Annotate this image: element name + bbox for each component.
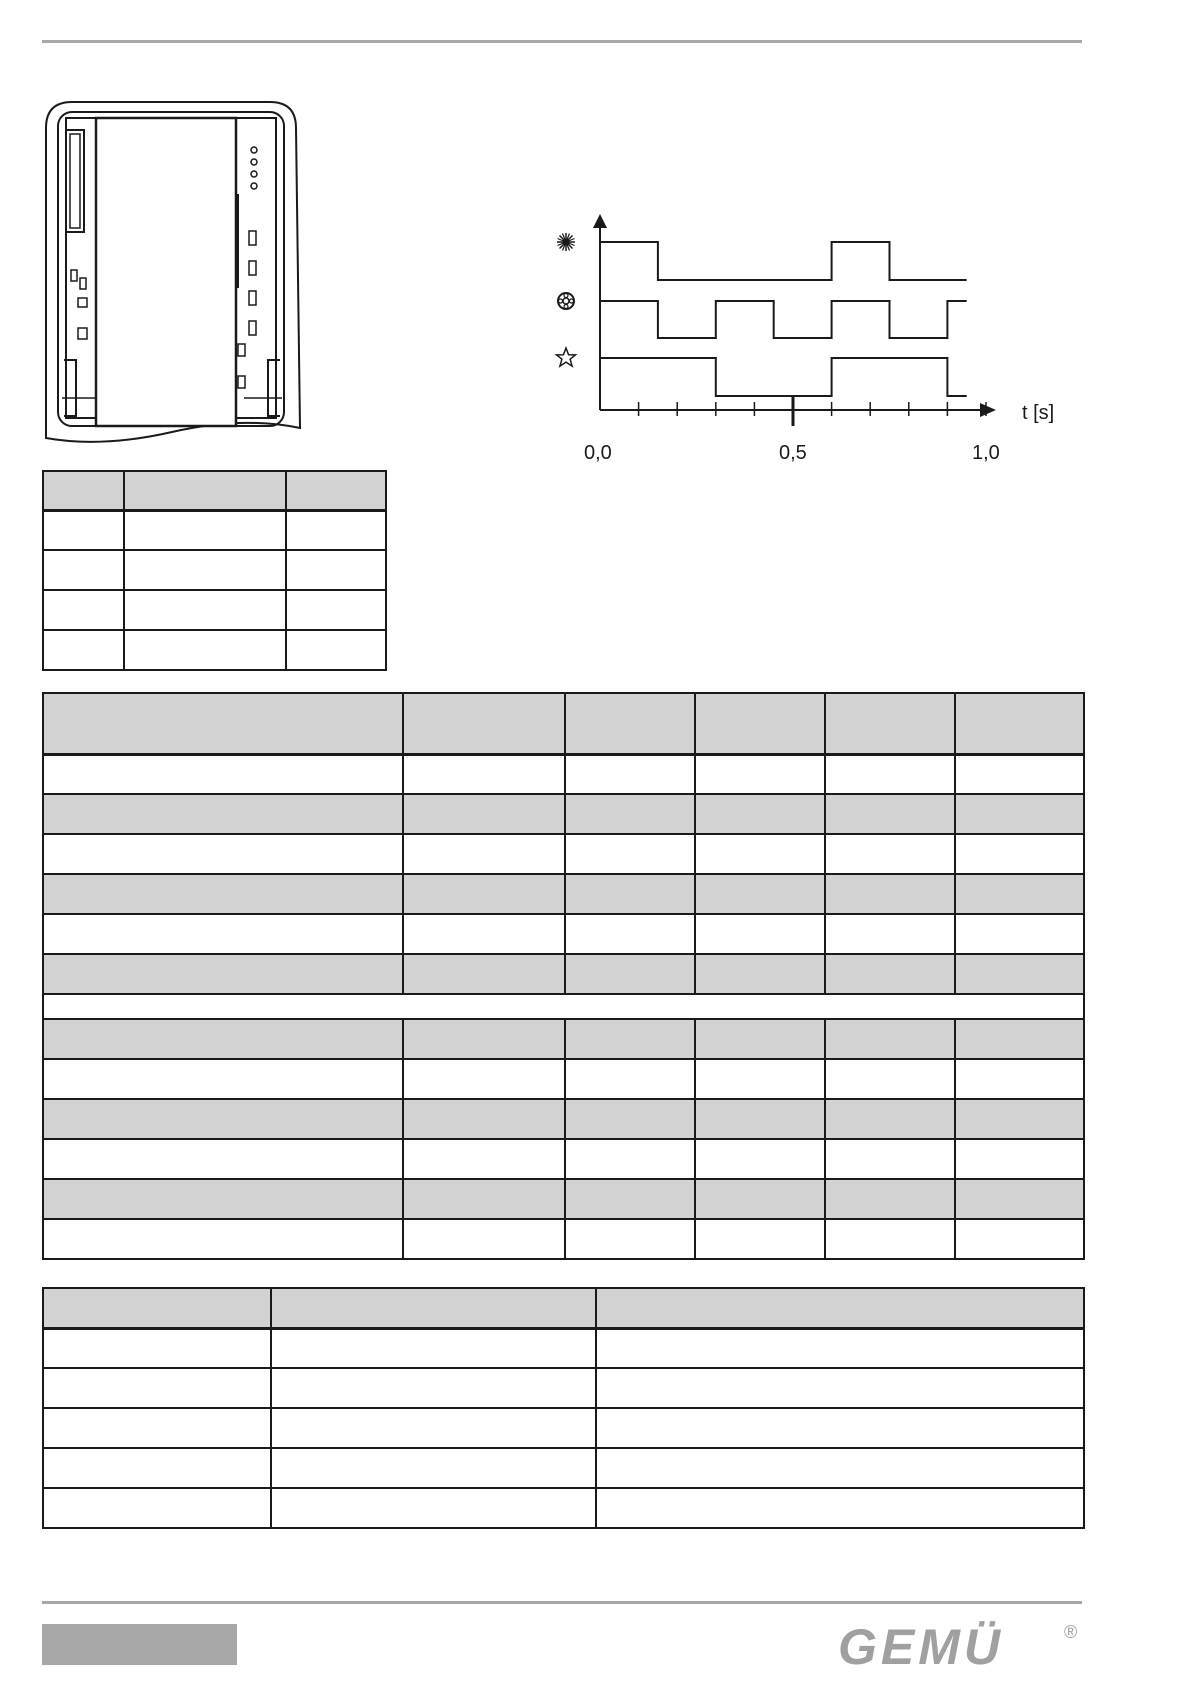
- table-cell: [271, 1368, 596, 1408]
- table-row: [43, 1019, 1084, 1059]
- table-cell: [565, 794, 695, 834]
- table-cell: [695, 874, 825, 914]
- table-cell: [955, 834, 1084, 874]
- table-row: [43, 834, 1084, 874]
- table-row: [43, 510, 386, 550]
- table-cell: [565, 914, 695, 954]
- table-row: [43, 954, 1084, 994]
- table-cell: [596, 1328, 1084, 1368]
- table-cell: [271, 1328, 596, 1368]
- circle-flower-icon: [558, 293, 574, 309]
- table-separator-row: [43, 994, 1084, 1019]
- table-cell: [565, 754, 695, 794]
- table-row: [43, 630, 386, 670]
- main-table-header-cell: [955, 693, 1084, 754]
- bottom-table-header-cell: [43, 1288, 271, 1328]
- small-table-header-cell: [286, 471, 386, 510]
- table-cell: [124, 510, 286, 550]
- table-cell: [43, 1328, 271, 1368]
- table-cell: [825, 754, 955, 794]
- table-row: [43, 1368, 1084, 1408]
- table-cell: [825, 1179, 955, 1219]
- table-cell: [43, 914, 403, 954]
- table-cell: [825, 1059, 955, 1099]
- table-cell: [271, 1408, 596, 1448]
- device-switch-2: [249, 261, 256, 275]
- main-table-header: [43, 693, 1084, 754]
- page-number-box: [42, 1624, 237, 1665]
- table-cell: [955, 1059, 1084, 1099]
- tick-label-1: 1,0: [972, 442, 1000, 464]
- device-switch-4: [249, 321, 256, 335]
- table-cell: [695, 834, 825, 874]
- registered-mark: ®: [1064, 1622, 1078, 1642]
- main-table-header-cell: [825, 693, 955, 754]
- table-cell: [955, 1019, 1084, 1059]
- main-table-header-cell: [565, 693, 695, 754]
- table-cell: [695, 1019, 825, 1059]
- header-rule: [42, 40, 1082, 43]
- small-table-header: [43, 471, 386, 510]
- table-row: [43, 1219, 1084, 1259]
- table-cell: [695, 754, 825, 794]
- table-cell: [403, 1139, 565, 1179]
- table-cell: [825, 954, 955, 994]
- small-table: [42, 470, 387, 671]
- table-cell: [565, 954, 695, 994]
- device-illustration: [42, 98, 302, 450]
- table-cell: [596, 1448, 1084, 1488]
- timing-chart: [540, 210, 1040, 430]
- table-row: [43, 1408, 1084, 1448]
- y-axis-arrowhead: [593, 214, 607, 228]
- table-cell: [565, 874, 695, 914]
- table-cell: [565, 1059, 695, 1099]
- table-cell: [403, 954, 565, 994]
- main-table-header-cell: [695, 693, 825, 754]
- table-cell: [955, 874, 1084, 914]
- table-cell: [596, 1488, 1084, 1528]
- table-cell: [43, 1368, 271, 1408]
- table-cell: [955, 1139, 1084, 1179]
- main-table-header-cell: [43, 693, 403, 754]
- flash-burst-icon: [557, 233, 575, 251]
- table-cell: [403, 1019, 565, 1059]
- device-led-3: [251, 171, 257, 177]
- table-cell: [565, 834, 695, 874]
- table-cell: [565, 1019, 695, 1059]
- table-row: [43, 1488, 1084, 1528]
- device-led-1: [251, 147, 257, 153]
- table-cell: [955, 1179, 1084, 1219]
- table-cell: [825, 794, 955, 834]
- device-latch-right: [268, 360, 280, 416]
- table-cell: [825, 874, 955, 914]
- table-cell: [124, 550, 286, 590]
- table-cell: [271, 1448, 596, 1488]
- table-cell: [403, 874, 565, 914]
- main-table-header-cell: [403, 693, 565, 754]
- table-cell: [695, 1179, 825, 1219]
- table-cell: [43, 1099, 403, 1139]
- table-cell: [695, 954, 825, 994]
- table-row: [43, 1448, 1084, 1488]
- signal-trace-medium-blink-symbol: [600, 301, 967, 338]
- table-cell: [403, 754, 565, 794]
- table-cell: [955, 794, 1084, 834]
- signal-trace-slow-blink-symbol: [600, 358, 967, 396]
- table-row: [43, 1099, 1084, 1139]
- table-cell: [695, 1099, 825, 1139]
- bottom-table: [42, 1287, 1085, 1529]
- small-table-header-cell: [43, 471, 124, 510]
- table-cell: [43, 630, 124, 670]
- table-cell: [43, 1059, 403, 1099]
- main-table: [42, 692, 1085, 1260]
- table-cell: [43, 1139, 403, 1179]
- table-cell: [825, 1139, 955, 1179]
- logo-text: GEMÜ: [838, 1619, 1004, 1674]
- star-outline-icon: [557, 348, 576, 366]
- gemu-logo: [838, 1614, 1086, 1674]
- table-cell: [286, 590, 386, 630]
- table-cell: [43, 1219, 403, 1259]
- table-row: [43, 1179, 1084, 1219]
- table-cell: [955, 1219, 1084, 1259]
- table-cell: [43, 794, 403, 834]
- table-cell: [955, 914, 1084, 954]
- table-cell: [43, 510, 124, 550]
- chart-y-axis: [593, 214, 607, 410]
- table-cell: [43, 1179, 403, 1219]
- table-row: [43, 754, 1084, 794]
- table-cell: [403, 914, 565, 954]
- table-cell: [825, 1019, 955, 1059]
- x-axis-label: t [s]: [1022, 402, 1055, 424]
- table-cell: [124, 630, 286, 670]
- table-row: [43, 590, 386, 630]
- device-terminal-strip: [66, 130, 84, 232]
- table-cell: [43, 834, 403, 874]
- table-cell: [43, 1408, 271, 1448]
- table-cell: [43, 754, 403, 794]
- table-row: [43, 794, 1084, 834]
- table-cell: [43, 1019, 403, 1059]
- table-cell: [565, 1139, 695, 1179]
- chart-x-axis: [600, 403, 996, 417]
- table-cell: [43, 550, 124, 590]
- table-cell: [403, 1099, 565, 1139]
- table-cell: [271, 1488, 596, 1528]
- table-cell: [403, 794, 565, 834]
- table-cell: [403, 1059, 565, 1099]
- bottom-table-header-cell: [271, 1288, 596, 1328]
- device-switch-3: [249, 291, 256, 305]
- tick-label-0-5: 0,5: [779, 442, 807, 464]
- table-cell: [403, 1179, 565, 1219]
- table-cell: [43, 954, 403, 994]
- table-row: [43, 1328, 1084, 1368]
- table-cell: [43, 1488, 271, 1528]
- table-cell: [286, 630, 386, 670]
- table-cell: [43, 1448, 271, 1488]
- table-cell: [695, 1219, 825, 1259]
- footer-rule: [42, 1601, 1082, 1604]
- bottom-table-header-cell: [596, 1288, 1084, 1328]
- table-cell: [403, 1219, 565, 1259]
- table-cell: [955, 954, 1084, 994]
- table-separator-cell: [43, 994, 1084, 1019]
- signal-trace-fast-blink-symbol: [600, 242, 967, 280]
- table-cell: [565, 1179, 695, 1219]
- table-cell: [825, 1099, 955, 1139]
- table-row: [43, 1139, 1084, 1179]
- table-cell: [695, 1139, 825, 1179]
- table-cell: [596, 1408, 1084, 1448]
- table-cell: [286, 510, 386, 550]
- device-module-cover: [96, 118, 236, 426]
- table-cell: [565, 1219, 695, 1259]
- table-cell: [695, 794, 825, 834]
- table-cell: [955, 754, 1084, 794]
- table-cell: [286, 550, 386, 590]
- device-switch-1: [249, 231, 256, 245]
- bottom-table-header: [43, 1288, 1084, 1328]
- table-cell: [124, 590, 286, 630]
- table-row: [43, 914, 1084, 954]
- table-cell: [955, 1099, 1084, 1139]
- device-led-2: [251, 159, 257, 165]
- table-cell: [825, 1219, 955, 1259]
- table-cell: [825, 914, 955, 954]
- table-row: [43, 874, 1084, 914]
- table-cell: [695, 914, 825, 954]
- table-row: [43, 550, 386, 590]
- table-cell: [825, 834, 955, 874]
- table-cell: [43, 874, 403, 914]
- table-cell: [596, 1368, 1084, 1408]
- x-axis-arrowhead: [980, 403, 996, 417]
- table-cell: [695, 1059, 825, 1099]
- tick-label-0: 0,0: [584, 442, 612, 464]
- small-table-header-cell: [124, 471, 286, 510]
- device-led-4: [251, 183, 257, 189]
- table-cell: [43, 590, 124, 630]
- table-cell: [403, 834, 565, 874]
- table-row: [43, 1059, 1084, 1099]
- table-cell: [565, 1099, 695, 1139]
